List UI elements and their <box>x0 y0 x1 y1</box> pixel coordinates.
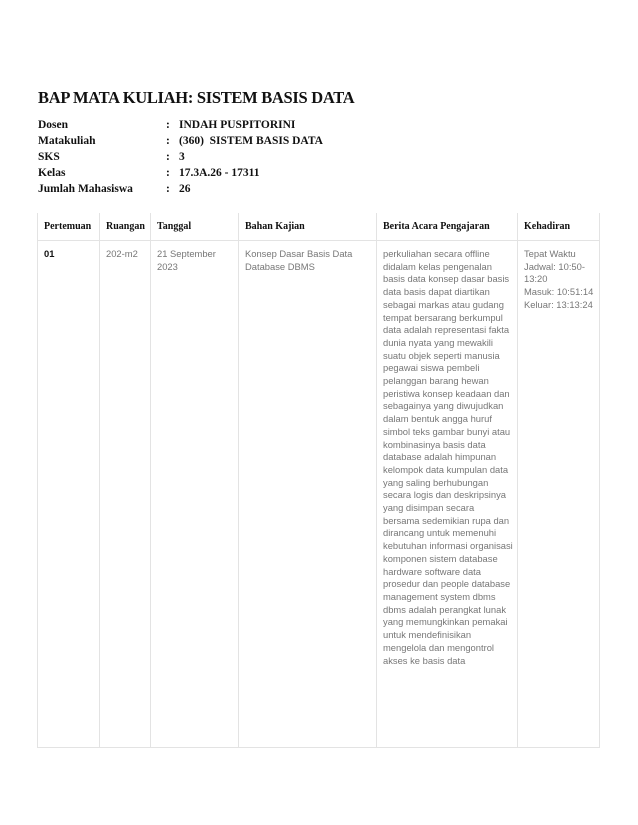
info-label: Jumlah Mahasiswa <box>38 183 133 195</box>
cell-pertemuan: 01 <box>38 241 100 748</box>
info-label: Kelas <box>38 167 66 179</box>
info-row-sks <box>38 149 323 165</box>
info-separator: : <box>166 183 170 195</box>
info-value: 17.3A.26 - 17311 <box>179 167 260 179</box>
bap-table <box>37 213 600 748</box>
attendance-schedule: Jadwal: 10:50-13:20 <box>524 260 585 285</box>
page-title: BAP MATA KULIAH: SISTEM BASIS DATA <box>38 88 355 107</box>
info-row-matakuliah <box>38 133 323 149</box>
column-header-pertemuan: Pertemuan <box>38 213 100 241</box>
info-row-kelas <box>38 165 323 181</box>
cell-berita-acara: perkuliahan secara offline didalam kelas pengenalan basis data konsep dasar basis data basis dapat diartikan sebagai markas atau gudang tempat bersarang berkumpul data adalah representasi fakta dunia nyata yang mewakili suatu objek seperti manusia pegawai siswa pembeli pelanggan barang hewan peristiwa konsep keadaan dan sebagainya yang diwujudkan dalam bentuk angga huruf simbol teks gambar bunyi atau kombinasinya basis data database adalah himpunan kelompok data kumpulan data yang saling berhubungan secara logis dan deskripsinya yang disimpan secara bersama sedemikian rupa dan dirancang untuk memenuhi kebutuhan informasi organisasi komponen sistem database hardware software data prosedur dan people database management system dbms dbms adalah perangkat lunak yang memungkinkan pemakai untuk mendefinisikan mengelola dan mengontrol akses ke basis data <box>377 241 518 748</box>
info-value: INDAH PUSPITORINI <box>179 119 296 131</box>
info-row-jumlah-mahasiswa <box>38 181 323 197</box>
cell-kehadiran <box>518 241 600 748</box>
cell-tanggal: 21 September 2023 <box>151 241 239 748</box>
info-separator: : <box>166 167 170 179</box>
info-separator: : <box>166 151 170 163</box>
table-row <box>38 241 600 748</box>
attendance-check-out: Keluar: 13:13:24 <box>524 298 593 310</box>
info-value: 26 <box>179 183 191 195</box>
attendance-check-in: Masuk: 10:51:14 <box>524 286 594 298</box>
info-label: SKS <box>38 151 60 163</box>
info-label: Matakuliah <box>38 135 96 147</box>
info-label: Dosen <box>38 119 69 131</box>
info-separator: : <box>166 135 170 147</box>
table-header-row <box>38 213 600 241</box>
cell-ruangan: 202-m2 <box>100 241 151 748</box>
cell-bahan-kajian: Konsep Dasar Basis Data Database DBMS <box>239 241 377 748</box>
column-header-berita-acara: Berita Acara Pengajaran <box>377 213 518 241</box>
column-header-kehadiran: Kehadiran <box>518 213 600 241</box>
info-separator: : <box>166 119 170 131</box>
info-value: (360) SISTEM BASIS DATA <box>179 135 323 147</box>
attendance-status: Tepat Waktu <box>524 248 576 259</box>
column-header-tanggal: Tanggal <box>151 213 239 241</box>
course-info <box>38 117 323 197</box>
info-value: 3 <box>179 151 185 163</box>
column-header-bahan-kajian: Bahan Kajian <box>239 213 377 241</box>
column-header-ruangan: Ruangan <box>100 213 151 241</box>
info-row-dosen <box>38 117 323 133</box>
